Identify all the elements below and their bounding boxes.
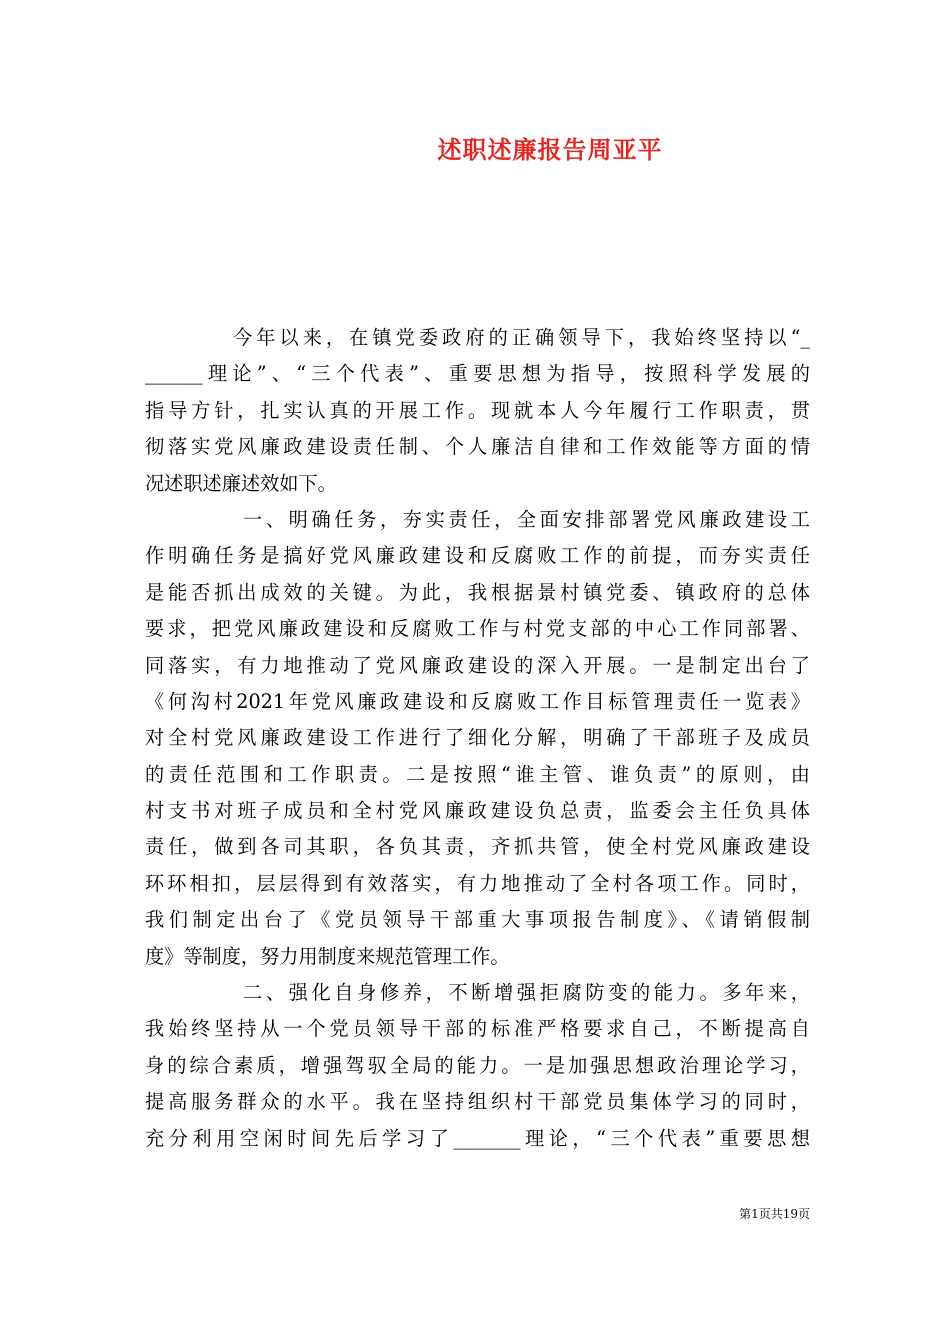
text-line: 度》等制度，努力用制度来规范管理工作。: [145, 944, 510, 968]
text-line: 今年以来，在镇党委政府的正确领导下，我始终坚持以“_: [233, 326, 810, 349]
text-line: 村支书对班子成员和全村党风廉政建设负总责，监委会主任负具体: [145, 799, 810, 823]
text-line: 彻落实党风廉政建设责任制、个人廉洁自律和工作效能等方面的情: [145, 435, 810, 459]
text-line: 二、强化自身修养，不断增强拒腐防变的能力。多年来，: [243, 981, 810, 1005]
paragraph-intro: [145, 320, 810, 502]
text-line: 责任，做到各司其职，各负其责，齐抓共管，使全村党风廉政建设: [145, 835, 810, 859]
text-line: 一、明确任务，夯实责任，全面安排部署党风廉政建设工: [243, 507, 810, 531]
text-line: 身的综合素质，增强驾驭全局的能力。一是加强思想政治理论学习，: [145, 1053, 810, 1077]
document-body: [145, 320, 810, 1157]
text-line: ______理论”、“三个代表”、重要思想为指导，按照科学发展的: [145, 362, 810, 386]
text-line: 作明确任务是搞好党风廉政建设和反腐败工作的前提，而夯实责任: [145, 544, 810, 568]
text-line: 充分利用空闲时间先后学习了_______理论，“三个代表”重要思想: [145, 1126, 810, 1150]
text-line: 《何沟村2021年党风廉政建设和反腐败工作目标管理责任一览表》: [145, 689, 810, 713]
paragraph-section-2: [145, 975, 810, 1157]
text-line: 同落实，有力地推动了党风廉政建设的深入开展。一是制定出台了: [145, 653, 810, 677]
text-line: 我们制定出台了《党员领导干部重大事项报告制度》、《请销假制: [145, 908, 810, 932]
text-line: 况述职述廉述效如下。: [145, 471, 337, 495]
text-line: 我始终坚持从一个党员领导干部的标准严格要求自己，不断提高自: [145, 1017, 810, 1041]
page-number: 第1页共19页: [739, 1207, 810, 1221]
text-line: 指导方针，扎实认真的开展工作。现就本人今年履行工作职责，贯: [145, 398, 810, 422]
text-line: 是能否抓出成效的关键。为此，我根据景村镇党委、镇政府的总体: [145, 580, 810, 604]
text-line: 环环相扣，层层得到有效落实，有力地推动了全村各项工作。同时，: [145, 871, 810, 895]
text-line: 对全村党风廉政建设工作进行了细化分解，明确了干部班子及成员: [145, 726, 810, 750]
paragraph-section-1: [145, 502, 810, 975]
document-title: 述职述廉报告周亚平: [437, 135, 663, 164]
text-line: 的责任范围和工作职责。二是按照“谁主管、谁负责”的原则，由: [145, 762, 810, 786]
text-line: 提高服务群众的水平。我在坚持组织村干部党员集体学习的同时，: [145, 1090, 810, 1114]
text-line: 要求，把党风廉政建设和反腐败工作与村党支部的中心工作同部署、: [145, 617, 810, 641]
